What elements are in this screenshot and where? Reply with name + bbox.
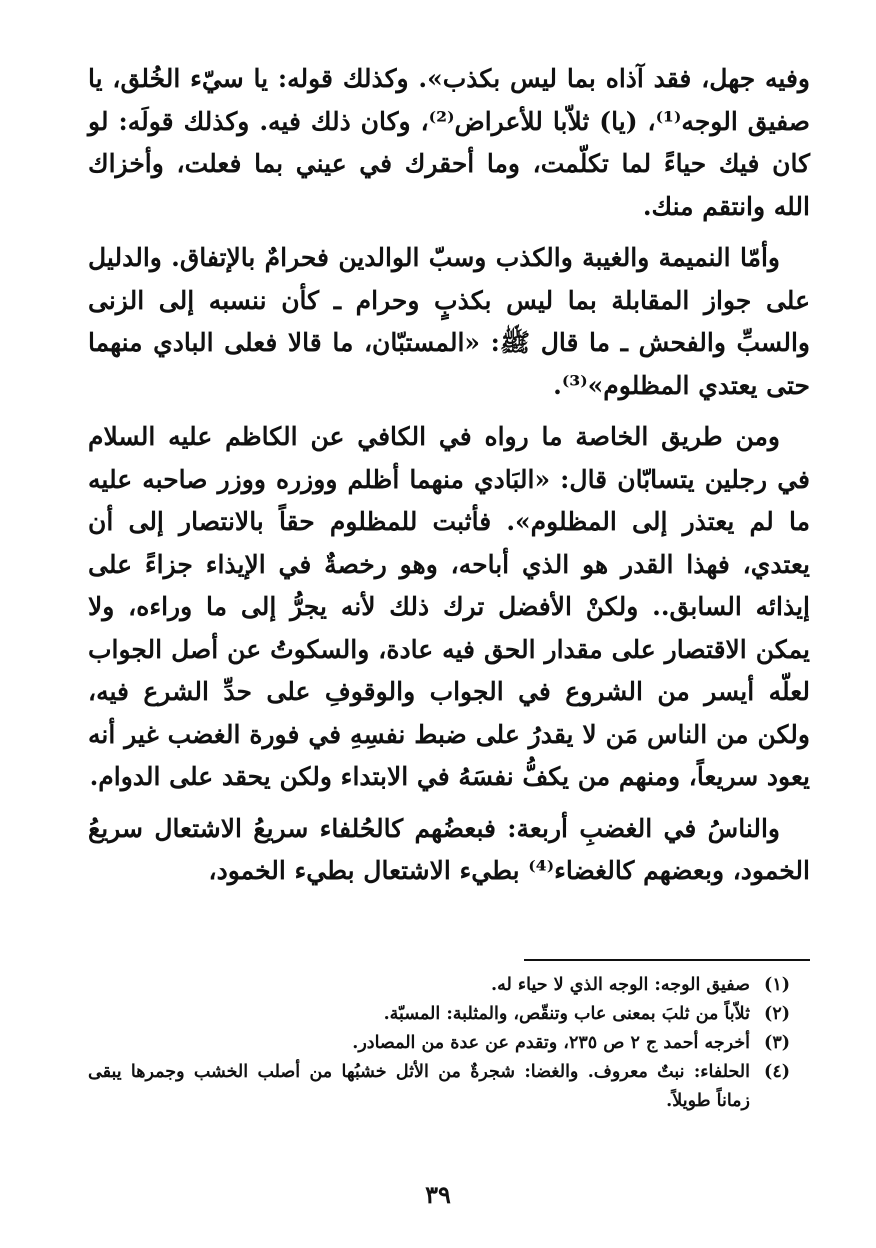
footnote-separator — [524, 959, 810, 961]
footnote-item — [88, 1058, 790, 1116]
footnote-text: صفيق الوجه: الوجه الذي لا حياء له. — [491, 975, 750, 995]
body-paragraph-2: وأمّا النميمة والغيبة والكذب وسبّ الوالدين فحرامٌ بالإتفاق. والدليل على جواز المقابلة بما ليس بكذبٍ وحرام ـ كأن ننسبه إلى الزنى والسبِّ والفحش ـ ما قال ﷺ: «المستبّان، ما قالا فعلى البادي منهما حتى يعتدي المظلوم»⁽³⁾. — [88, 243, 810, 400]
body-paragraph-4: والناسُ في الغضبِ أربعة: فبعضُهم كالحُلفاء سريعُ الاشتعال سريعُ الخمود، وبعضهم كالغضاء⁽⁴⁾ بطيء الاشتعال بطيء الخمود، — [88, 813, 810, 885]
page-body — [88, 58, 810, 893]
footnote-item — [88, 971, 790, 1000]
footnote-number: (٣) — [764, 1033, 790, 1053]
footnote-number: (٢) — [764, 1004, 790, 1024]
footnote-text: الحلفاء: نبتٌ معروف. والغضا: شجرةٌ من الأثل خشبُها من أصلب الخشب وجمرها يبقى زماناً طويلاً. — [88, 1062, 750, 1111]
page-number: ٣٩ — [425, 1180, 451, 1209]
footnote-text: أخرجه أحمد ج ٢ ص ٢٣٥، وتقدم عن عدة من المصادر. — [352, 1033, 750, 1053]
footnote-text: ثلاّباً من ثلبَ بمعنى عاب وتنقّص، والمثلبة: المسبّة. — [383, 1004, 750, 1024]
body-paragraph-3: ومن طريق الخاصة ما رواه في الكافي عن الكاظم عليه السلام في رجلين يتسابّان قال: «البَادي منهما أظلم ووزره ووزر صاحبه عليه ما لم يعتذر إلى المظلوم». فأثبت للمظلوم حقاً بالانتصار إلى أن يعتدي، فهذا القدر هو الذي أباحه، وهو رخصةٌ في الإيذاء جزاءً على إيذائه السابق.. ولكنْ الأفضل ترك ذلك لأنه يجرُّ إلى ما وراءه، ولا يمكن الاقتصار على مقدار الحق فيه عادة، والسكوتُ عن أصل الجواب لعلّه أيسر من الشروع في الجواب والوقوفِ على حدِّ الشرع فيه، ولكن من الناس مَن لا يقدرُ على ضبط نفسِهِ في فورة الغضب غير أنه يعود سريعاً، ومنهم من يكفُّ نفسَهُ في الابتداء ولكن يحقد على الدوام. — [88, 422, 810, 791]
footnotes — [88, 971, 790, 1116]
footnote-item — [88, 1029, 790, 1058]
footnote-number: (٤) — [764, 1062, 790, 1082]
footnote-number: (١) — [764, 975, 790, 995]
body-paragraph-1: وفيه جهل، فقد آذاه بما ليس بكذب». وكذلك قوله: يا سيّء الخُلق، يا صفيق الوجه⁽¹⁾، (يا) ثلاّبا للأعراض⁽²⁾، وكان ذلك فيه. وكذلك قولَه: لو كان فيك حياءً لما تكلّمت، وما أحقرك في عيني بما فعلت، وأخزاك الله وانتقم منك. — [88, 64, 810, 221]
footnote-item — [88, 1000, 790, 1029]
